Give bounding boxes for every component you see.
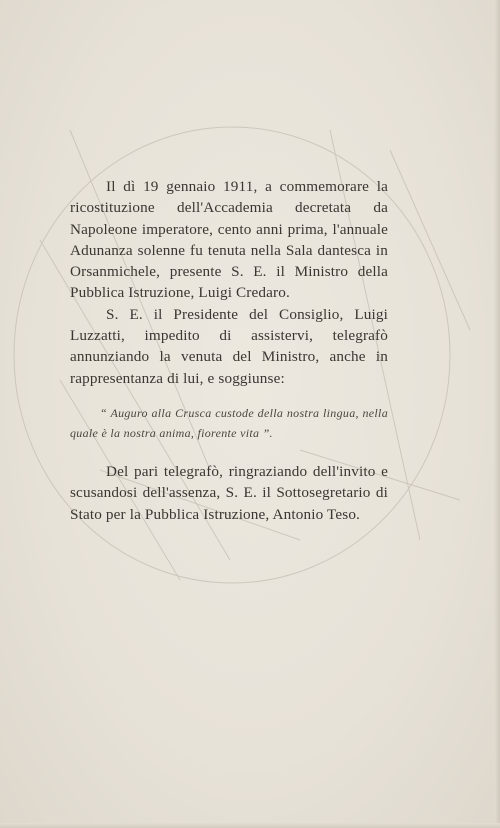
paragraph-3: Del pari telegrafò, ringraziando dell'invito e scusandosi dell'assenza, S. E. il Sottosegretario di Stato per la Pubblica Istruzione, Antonio Teso. <box>70 462 388 523</box>
body-text <box>70 176 388 525</box>
paragraph-2: S. E. il Presidente del Consiglio, Luigi Luzzatti, impedito di assistervi, telegrafò annunziando la venuta del Ministro, anche in rappresentanza di lui, e soggiunse: <box>70 305 388 387</box>
page-edge-right <box>494 0 500 828</box>
paragraph-1: Il dì 19 gennaio 1911, a commemorare la ricostituzione dell'Accademia decretata da Napoleone imperatore, cento anni prima, l'annuale Adunanza solenne fu tenuta nella Sala dantesca in Orsanmichele, presente S. E. il Ministro della Pubblica Istruzione, Luigi Credaro. <box>70 178 388 302</box>
quoted-telegram: “ Auguro alla Crusca custode della nostra lingua, nella quale è la nostra anima, fiorente vita ”. <box>70 405 388 440</box>
page-edge-bottom <box>0 823 500 828</box>
